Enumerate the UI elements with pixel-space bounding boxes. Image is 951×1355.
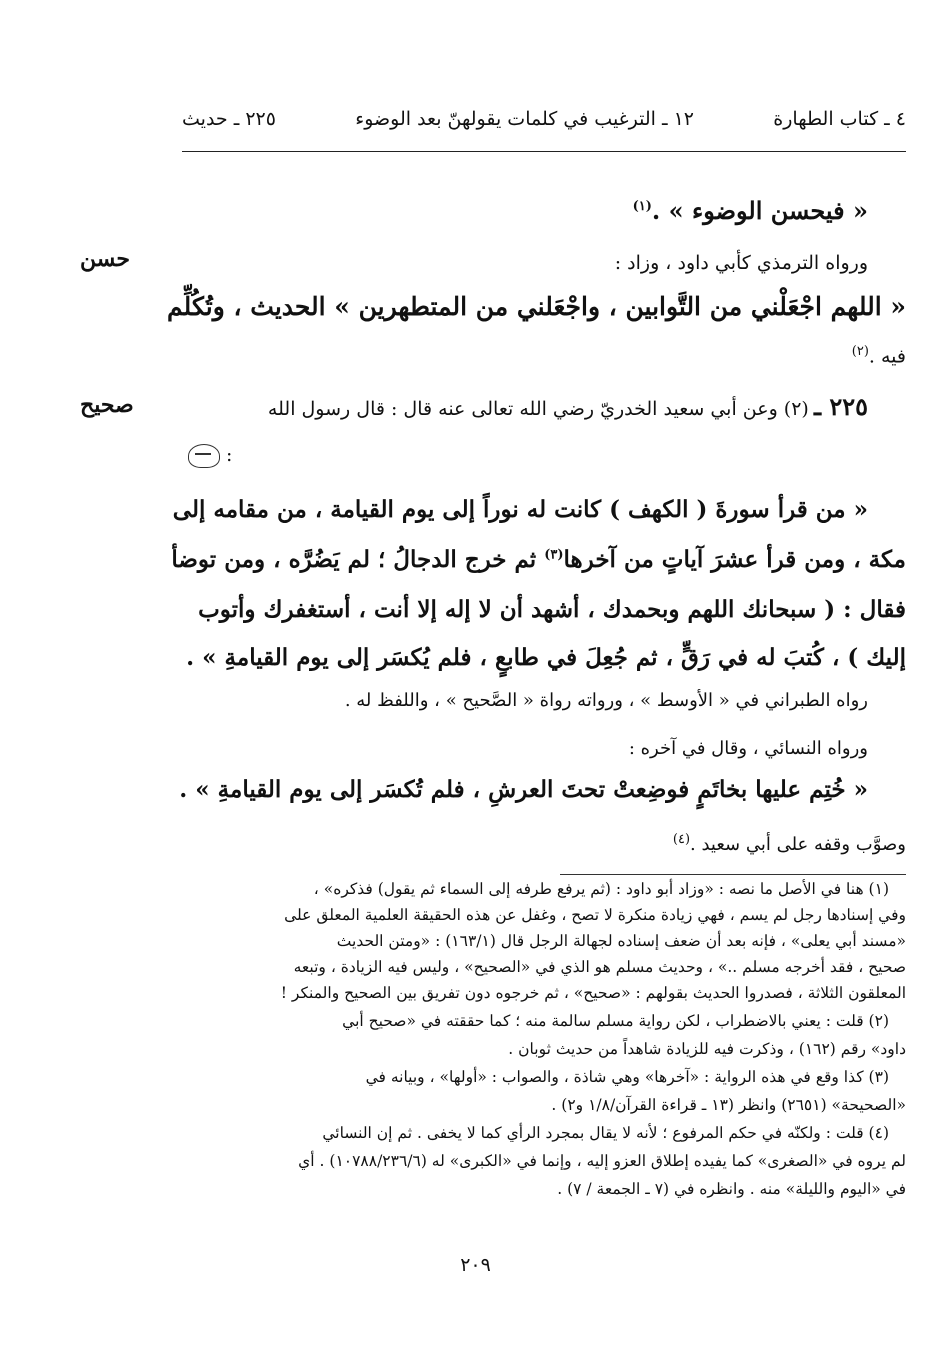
text-line-6: : — [182, 444, 232, 468]
grade-label-sahih: صحيح — [80, 392, 134, 418]
main-text — [167, 0, 906, 870]
text-line-5: ٢٢٥ ـ (٢) وعن أبي سعيد الخدريّ رضي الله تعالى عنه قال : قال رسول الله — [267, 392, 868, 421]
footnote-4-line-2: لم يروه في «الصغرى» كما يفيده إطلاق العزو إليه ، وإنما في «الكبرى» له (١٠٧٨٨/٢٣٦/٦) . أي — [298, 1152, 906, 1170]
footnote-1-line-2: وفي إسنادها رجل لم يسم ، فهي زيادة منكرة لا تصح ، وغفل عن هذه الحقيقة العلمية المعلق على — [284, 906, 906, 924]
footnote-ref-2[interactable]: (٢) — [851, 344, 869, 359]
footnote-4-line-1: (٤) قلت : ولكنّه في حكم المرفوع ؛ لأنه لا يقال بمجرد الرأي كما لا يخفى . ثم إن النسائي — [322, 1124, 889, 1142]
text-line-4: فيه .$^{(٢)}$ — [851, 344, 906, 368]
text-line-10: إليك ) ، كُتبَ له في رَقٍّ ، ثم جُعِلَ في طابعٍ ، فلم يُكسَر إلى يوم القيامةِ » . — [186, 644, 906, 671]
grade-label-hasan: حسن — [80, 246, 130, 272]
footnote-ref-3[interactable]: (٣) — [544, 547, 564, 563]
header-chapter: ١٢ ـ الترغيب في كلمات يقولهنّ بعد الوضوء — [355, 108, 694, 130]
footnote-1-line-5: المعلقون الثلاثة ، فصدروا الحديث بقولهم : «صحيح» ، ثم خرجوه دون تفريق بين الصحيح والمنكر ! — [280, 984, 906, 1002]
footnote-2-line-1: (٢) قلت : يعني بالاضطراب ، لكن رواية مسلم سالمة منه ؛ كما حققته في «صحيح أبي — [342, 1012, 889, 1030]
footnote-1-line-4: صحيح ، فقد أخرجه مسلم ..» ، وحديث مسلم هو الذي في «الصحيح» ، وليس فيه الزيادة ، وتبعه — [293, 958, 906, 976]
text-line-2: ورواه الترمذي كأبي داود ، وزاد : — [614, 252, 868, 274]
footnote-ref-1[interactable]: (١) — [632, 199, 652, 214]
header-book: ٤ ـ كتاب الطهارة — [773, 108, 906, 130]
text-line-13: « خُتِم عليها بخاتَمٍ فوضِعتْ تحتَ العرشِ ، فلم تُكسَر إلى يوم القيامةِ » . — [179, 776, 868, 803]
text-line-8: مكة ، ومن قرأ عشرَ آياتٍ من آخرها$^{(٣)}$ ثم خرج الدجالُ ؛ لم يَضُرَّه ، ومن توضأ — [171, 546, 906, 573]
text-line-9: فقال : ( سبحانك اللهم وبحمدك ، أشهد أن لا إله إلا أنت ، أستغفرك وأتوب — [198, 596, 906, 623]
text-line-14: وصوَّب وقفه على أبي سعيد .$^{(٤)}$ — [672, 832, 906, 855]
text-line-11: رواه الطبراني في « الأوسط » ، ورواته رواة « الصَّحيح » ، واللفظ له . — [344, 690, 868, 711]
footnote-3-line-2: «الصحيحة» (٢٦٥١) وانظر (١٣ ـ قراءة القرآن/١/٨ و٢) . — [551, 1096, 906, 1114]
page-number: ٢٠٩ — [460, 1254, 491, 1276]
text-line-7: « من قرأ سورةَ ( الكهف ) كانت له نوراً إلى يوم القيامة ، من مقامه إلى — [172, 496, 868, 523]
footnote-rule — [560, 874, 906, 875]
footnote-1-line-1: (١) هنا في الأصل ما نصه : «وزاد أبو داود : (ثم يرفع طرفه إلى السماء ثم يقول) فذكره» ، — [313, 880, 889, 898]
header-hadith-range: ٢٢٥ ـ حديث — [182, 108, 276, 130]
salutation-icon — [188, 444, 220, 468]
text-line-1: « فيحسن الوضوء » .$^{(١)}$ — [632, 196, 868, 225]
text-line-3: « اللهم اجْعَلْني من التَّوابين ، واجْعَلني من المتطهرين » الحديث ، وتُكُلِّم — [167, 292, 906, 321]
hadith-number: ٢٢٥ ـ — [813, 392, 868, 421]
footnote-ref-4[interactable]: (٤) — [672, 832, 691, 847]
footnote-3-line-1: (٣) كذا وقع في هذه الرواية : «آخرها» وهي شاذة ، والصواب : «أولها» ، وبيانه في — [365, 1068, 889, 1086]
text-line-12: ورواه النسائي ، وقال في آخره : — [628, 738, 868, 759]
footnote-4-line-3: في «اليوم والليلة» منه . وانظره في (٧ ـ الجمعة / ٧) . — [557, 1180, 906, 1198]
footnote-2-line-2: داود» رقم (١٦٢) ، وذكرت فيه للزيادة شاهداً من حديث ثوبان . — [508, 1040, 906, 1058]
footnote-1-line-3: «مسند أبي يعلى» ، فإنه بعد أن ضعف إسناده لجهالة الرجل قال (١٦٣/١) : «ومتن الحديث — [336, 932, 906, 950]
